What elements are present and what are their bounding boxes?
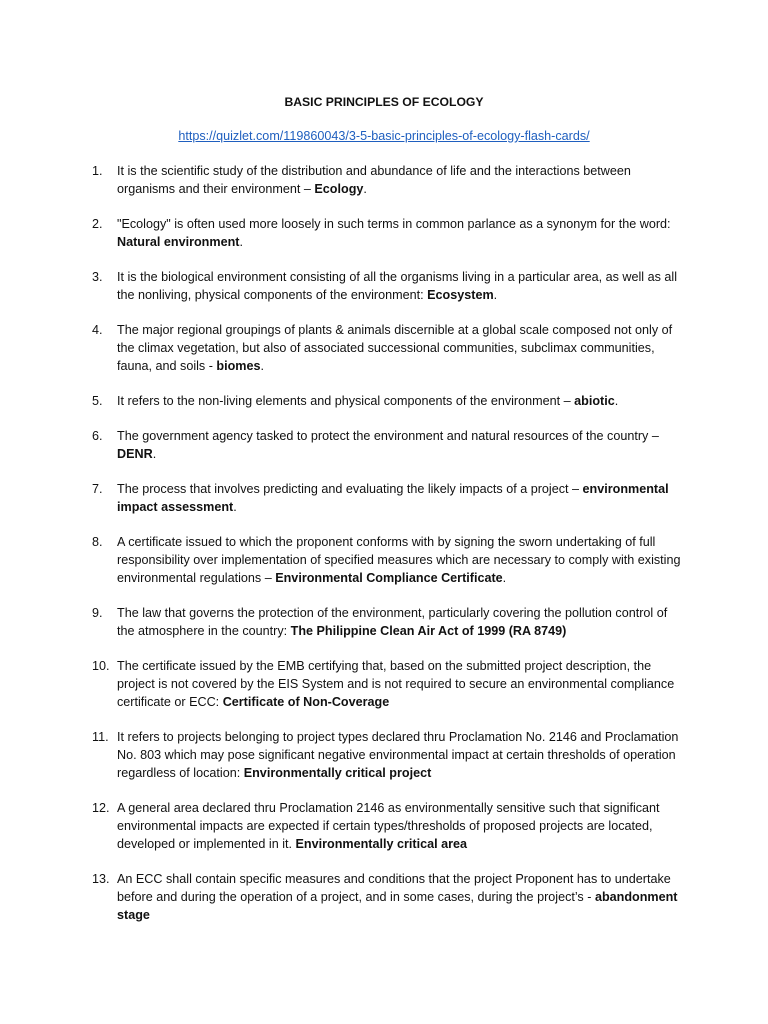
list-item <box>92 215 684 251</box>
item-answer: Ecosystem <box>427 288 494 302</box>
item-answer: Certificate of Non-Coverage <box>222 695 390 709</box>
list-item <box>92 870 684 924</box>
item-answer: Environmentally critical project <box>243 766 432 780</box>
item-text: The major regional groupings of plants & animals discernible at a global scale composed not only of the climax vegetation, but also of associated successional communities, subclimax communities, fauna, and soils - biomes. <box>117 323 673 373</box>
item-text: It is the biological environment consisting of all the organisms living in a particular area, as well as all the nonliving, physical components of the environment: Ecosystem. <box>117 270 677 302</box>
item-number: 7. <box>92 482 103 496</box>
list-item <box>92 728 684 782</box>
list-item <box>92 657 684 711</box>
item-answer: biomes <box>216 359 261 373</box>
item-number: 4. <box>92 323 103 337</box>
item-answer: abandonment stage <box>117 890 678 922</box>
item-number: 1. <box>92 164 103 178</box>
item-number: 3. <box>92 270 103 284</box>
item-number: 13. <box>92 872 110 886</box>
item-text: The certificate issued by the EMB certifying that, based on the submitted project description, the project is not covered by the EIS System and is not required to secure an environmental compliance certificate or ECC: Certificate of Non-Coverage <box>117 659 675 709</box>
item-answer: The Philippine Clean Air Act of 1999 (RA 8749) <box>290 624 567 638</box>
item-number: 10. <box>92 659 110 673</box>
item-text: The process that involves predicting and evaluating the likely impacts of a project – environmental impact assessment. <box>117 482 669 514</box>
list-item <box>92 321 684 375</box>
item-text: A certificate issued to which the proponent conforms with by signing the sworn undertaking of full responsibility over implementation of specified measures which are necessary to comply with existing environmental regulations – Environmental Compliance Certificate. <box>117 535 681 585</box>
item-answer: Natural environment <box>117 235 240 249</box>
list-item <box>92 604 684 640</box>
item-answer: DENR <box>117 447 153 461</box>
item-answer: abiotic <box>574 394 615 408</box>
list-item <box>92 799 684 853</box>
list-item <box>92 533 684 587</box>
list-item <box>92 480 684 516</box>
item-answer: environmental impact assessment <box>117 482 669 514</box>
item-answer: Environmentally critical area <box>295 837 468 851</box>
document-title: BASIC PRINCIPLES OF ECOLOGY <box>284 95 484 109</box>
item-number: 2. <box>92 217 103 231</box>
list-item <box>92 392 684 410</box>
list-item <box>92 427 684 463</box>
item-number: 12. <box>92 801 110 815</box>
item-text: A general area declared thru Proclamation 2146 as environmentally sensitive such that significant environmental impacts are expected if certain types/thresholds of proposed projects are located, developed or implemented in it. Environmentally critical area <box>117 801 660 851</box>
item-text: It is the scientific study of the distribution and abundance of life and the interactions between organisms and their environment – Ecology. <box>117 164 631 196</box>
item-answer: Environmental Compliance Certificate <box>275 571 503 585</box>
item-text: The government agency tasked to protect the environment and natural resources of the country – DENR. <box>117 429 659 461</box>
question-list <box>92 162 684 941</box>
item-number: 5. <box>92 394 103 408</box>
item-text: An ECC shall contain specific measures and conditions that the project Proponent has to undertake before and during the operation of a project, and in some cases, during the project’s - abandonment stage <box>117 872 678 922</box>
item-number: 8. <box>92 535 103 549</box>
quizlet-link[interactable]: https://quizlet.com/119860043/3-5-basic-principles-of-ecology-flash-cards/ <box>178 129 590 143</box>
list-item <box>92 268 684 304</box>
item-text: It refers to projects belonging to project types declared thru Proclamation No. 2146 and Proclamation No. 803 which may pose significant negative environmental impact at certain thresholds of operation regardless of location: Environmentally critical project <box>117 730 679 780</box>
item-number: 9. <box>92 606 103 620</box>
item-text: It refers to the non-living elements and physical components of the environment – abiotic. <box>117 394 619 408</box>
item-number: 11. <box>92 730 109 744</box>
item-text: The law that governs the protection of the environment, particularly covering the pollution control of the atmosphere in the country: The Philippine Clean Air Act of 1999 (RA 8749) <box>117 606 668 638</box>
list-item <box>92 162 684 198</box>
item-text: "Ecology" is often used more loosely in such terms in common parlance as a synonym for the word: Natural environment. <box>117 217 671 249</box>
item-answer: Ecology <box>314 182 364 196</box>
item-number: 6. <box>92 429 103 443</box>
